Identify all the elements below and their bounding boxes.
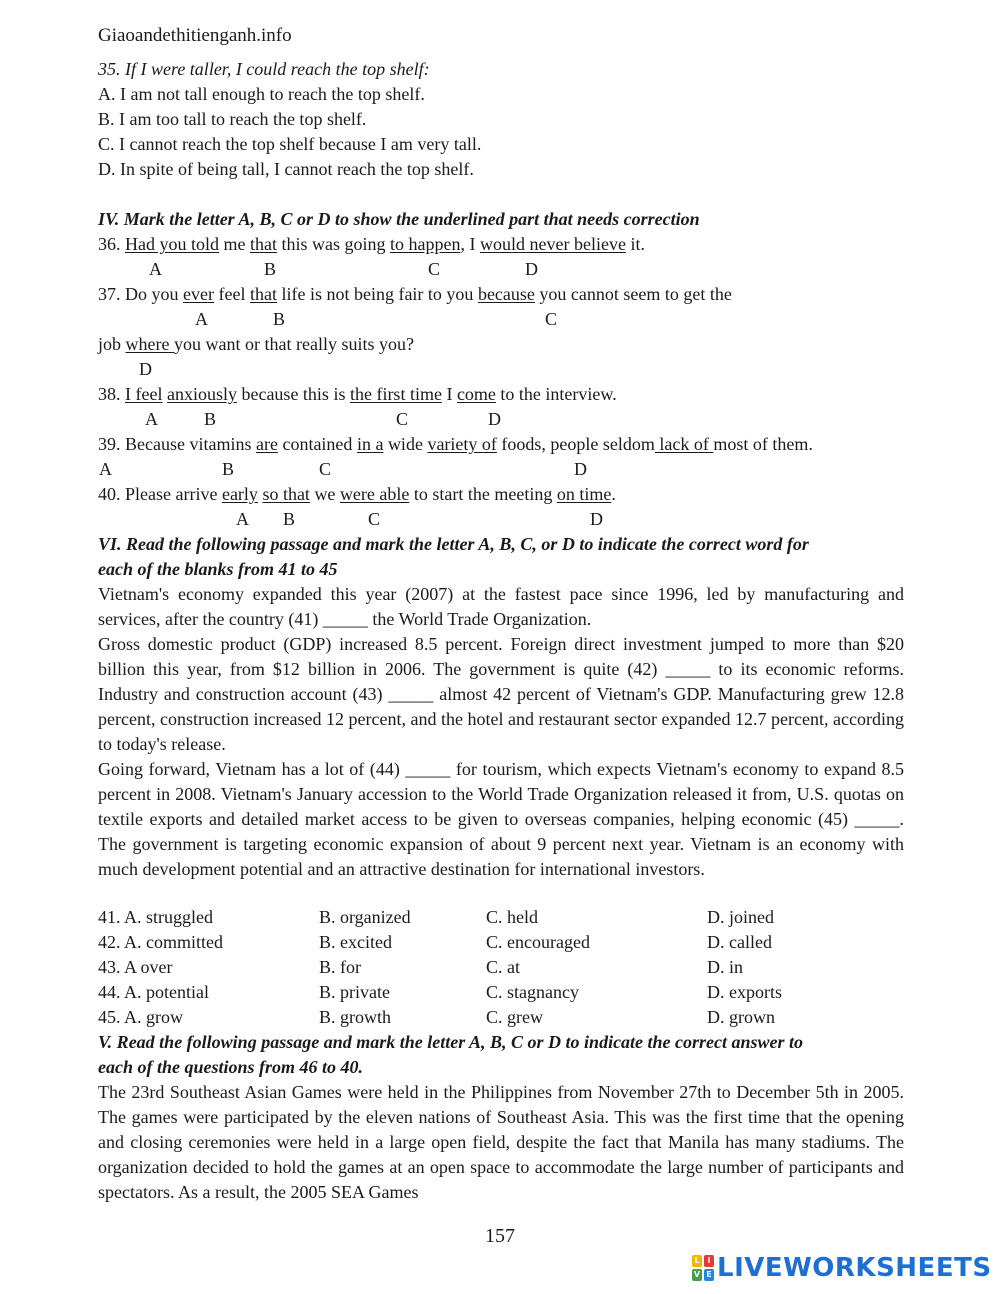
question-39-letters <box>0 457 1000 482</box>
option-41-b: B. organized <box>319 907 411 927</box>
question-39 <box>98 432 813 457</box>
option-42-a: 42. A. committed <box>98 932 223 952</box>
q37-underline-c: because <box>477 284 535 304</box>
logo-block: i <box>704 1255 714 1267</box>
option-42-c: C. encouraged <box>486 932 590 952</box>
option-43-b: B. for <box>319 957 361 977</box>
question-36 <box>98 232 645 257</box>
option-45-b: B. growth <box>319 1007 391 1027</box>
q36-underline-b: that <box>250 234 277 254</box>
q37-text: life is not being fair to you <box>276 284 478 304</box>
section-v-passage <box>98 1080 904 1205</box>
letter-b: B <box>273 309 286 329</box>
option-41-c: C. held <box>486 907 538 927</box>
option-43-a: 43. A over <box>98 957 173 977</box>
section-v-heading-line2: each of the questions from 46 to 40. <box>98 1057 364 1077</box>
letter-c: C <box>428 259 441 279</box>
q38-underline-a: I feel <box>125 384 163 404</box>
question-35-option-b: B. I am too tall to reach the top shelf. <box>98 109 367 129</box>
question-35-stem: 35. If I were taller, I could reach the top shelf: <box>98 59 430 79</box>
q37-text: job <box>98 334 126 354</box>
q40-text: we <box>309 484 340 504</box>
question-35-option-a: A. I am not tall enough to reach the top shelf. <box>98 84 425 104</box>
q38-text: to the interview. <box>495 384 617 404</box>
liveworksheets-logo[interactable] <box>692 1253 992 1283</box>
q38-underline-c: the first time <box>349 384 442 404</box>
q40-underline-a: early <box>221 484 258 504</box>
option-41-a: 41. A. struggled <box>98 907 213 927</box>
q37-underline-d: where <box>125 334 174 354</box>
option-44-b: B. private <box>319 982 390 1002</box>
q40-text: to start the meeting <box>409 484 557 504</box>
option-44-c: C. stagnancy <box>486 982 579 1002</box>
option-43-d: D. in <box>707 957 743 977</box>
q39-underline-a: are <box>255 434 278 454</box>
question-38 <box>98 382 617 407</box>
letter-b: B <box>264 259 277 279</box>
question-40 <box>98 482 616 507</box>
q39-underline-c: variety of <box>427 434 497 454</box>
q39-underline-d: lack of <box>654 434 714 454</box>
letter-a: A <box>236 509 249 529</box>
page-number: 157 <box>485 1225 515 1247</box>
q39-text: wide <box>383 434 428 454</box>
q37-underline-b: that <box>249 284 277 304</box>
letter-d: D <box>590 509 603 529</box>
question-40-letters <box>0 507 1000 532</box>
question-35-option-c: C. I cannot reach the top shelf because I am very tall. <box>98 134 482 154</box>
q40-underline-c: were able <box>339 484 410 504</box>
q37-text: you want or that really suits you? <box>174 334 414 354</box>
q36-text: this was going <box>277 234 391 254</box>
q39-text: most of them. <box>713 434 813 454</box>
letter-c: C <box>545 309 558 329</box>
option-44-a: 44. A. potential <box>98 982 209 1002</box>
q37-underline-a: ever <box>183 284 214 304</box>
passage-paragraph: The 23rd Southeast Asian Games were held in the Philippines from November 27th to December 5th in 2005. The games were participated by the eleven nations of Southeast Asia. This was the first time that the opening and closing ceremonies were held in a large open field, despite the fact that Manila has many stadiums. The organization decided to hold the games at an open space to accommodate the large number of participants and spectators. As a result, the 2005 SEA Games <box>98 1082 904 1202</box>
letter-b: B <box>222 459 235 479</box>
passage-paragraph: Vietnam's economy expanded this year (2007) at the fastest pace since 1996, led by manufacturing and services, after the country (41) _____ the World Trade Organization. <box>98 584 904 629</box>
question-37-continued <box>98 332 414 357</box>
q40-underline-d: on time <box>556 484 612 504</box>
option-45-c: C. grew <box>486 1007 543 1027</box>
q40-text: . <box>611 484 616 504</box>
option-45-a: 45. A. grow <box>98 1007 183 1027</box>
q39-underline-b: in a <box>356 434 384 454</box>
q40-underline-b: so that <box>262 484 310 504</box>
q38-text: because this is <box>236 384 350 404</box>
letter-a: A <box>149 259 162 279</box>
q37-text: feel <box>213 284 250 304</box>
letter-d: D <box>488 409 501 429</box>
q39-text: contained <box>277 434 357 454</box>
question-36-letters <box>0 257 1000 282</box>
option-42-b: B. excited <box>319 932 392 952</box>
letter-b: B <box>204 409 217 429</box>
logo-block: E <box>704 1269 714 1281</box>
q40-text: 40. Please arrive <box>98 484 222 504</box>
logo-text: LIVEWORKSHEETS <box>717 1253 992 1283</box>
q38-text: I <box>441 384 457 404</box>
q37-text: 37. Do you <box>98 284 183 304</box>
site-header: Giaoandethitienganh.info <box>98 25 292 46</box>
option-43-c: C. at <box>486 957 520 977</box>
question-35-option-d: D. In spite of being tall, I cannot reach the top shelf. <box>98 159 474 179</box>
question-37-letters <box>0 307 1000 332</box>
q38-underline-d: come <box>456 384 496 404</box>
letter-a: A <box>145 409 158 429</box>
letter-b: B <box>283 509 296 529</box>
section-vi-passage <box>98 582 904 882</box>
section-vi-heading: VI. Read the following passage and mark the letter A, B, C, or D to indicate the correct word for <box>98 534 809 554</box>
question-38-letters <box>0 407 1000 432</box>
q36-text: 36. <box>98 234 125 254</box>
q38-underline-b: anxiously <box>166 384 237 404</box>
q36-underline-a: Had you told <box>125 234 219 254</box>
q38-text: 38. <box>98 384 125 404</box>
letter-a: A <box>195 309 208 329</box>
letter-d: D <box>525 259 538 279</box>
q36-underline-c: to happen <box>390 234 461 254</box>
option-45-d: D. grown <box>707 1007 775 1027</box>
section-iv-heading: IV. Mark the letter A, B, C or D to show the underlined part that needs correction <box>98 209 700 229</box>
logo-block: L <box>692 1255 702 1267</box>
section-vi-heading-line2: each of the blanks from 41 to 45 <box>98 559 338 579</box>
option-44-d: D. exports <box>707 982 782 1002</box>
question-37 <box>98 282 732 307</box>
question-37-letters-line2 <box>0 357 1000 382</box>
logo-blocks-icon <box>692 1255 714 1281</box>
q36-text: , I <box>460 234 480 254</box>
q36-underline-d: would never believe <box>480 234 626 254</box>
option-42-d: D. called <box>707 932 772 952</box>
letter-c: C <box>396 409 409 429</box>
q36-text: me <box>219 234 250 254</box>
passage-paragraph: Going forward, Vietnam has a lot of (44) _____ for tourism, which expects Vietnam's economy to expand 8.5 percent in 2008. Vietnam's January accession to the World Trade Organization released it from, U.S. quotas on textile exports and detailed market access to be given to overseas companies, helping economic (45) _____. The government is targeting economic expansion of about 9 percent next year. Vietnam is an economy with much development potential and an attractive destination for international investors. <box>98 759 904 879</box>
logo-block: V <box>693 1270 701 1279</box>
option-41-d: D. joined <box>707 907 774 927</box>
letter-a: A <box>99 459 112 479</box>
q36-text: it. <box>625 234 645 254</box>
q39-text: 39. Because vitamins <box>98 434 256 454</box>
letter-c: C <box>319 459 332 479</box>
section-v-heading: V. Read the following passage and mark the letter A, B, C or D to indicate the correct answer to <box>98 1032 804 1052</box>
letter-d: D <box>139 359 152 379</box>
letter-d: D <box>574 459 587 479</box>
q39-text: foods, people seldom <box>496 434 655 454</box>
q37-text: you cannot seem to get the <box>534 284 732 304</box>
passage-paragraph: Gross domestic product (GDP) increased 8.5 percent. Foreign direct investment jumped to more than $20 billion this year, from $12 billion in 2006. The government is quite (42) _____ to its economic reforms. Industry and construction account (43) _____ almost 42 percent of Vietnam's GDP. Manufacturing grew 12.8 percent, construction increased 12 percent, and the hotel and restaurant sector expanded 12.7 percent, according to today's release. <box>98 634 904 754</box>
letter-c: C <box>368 509 381 529</box>
